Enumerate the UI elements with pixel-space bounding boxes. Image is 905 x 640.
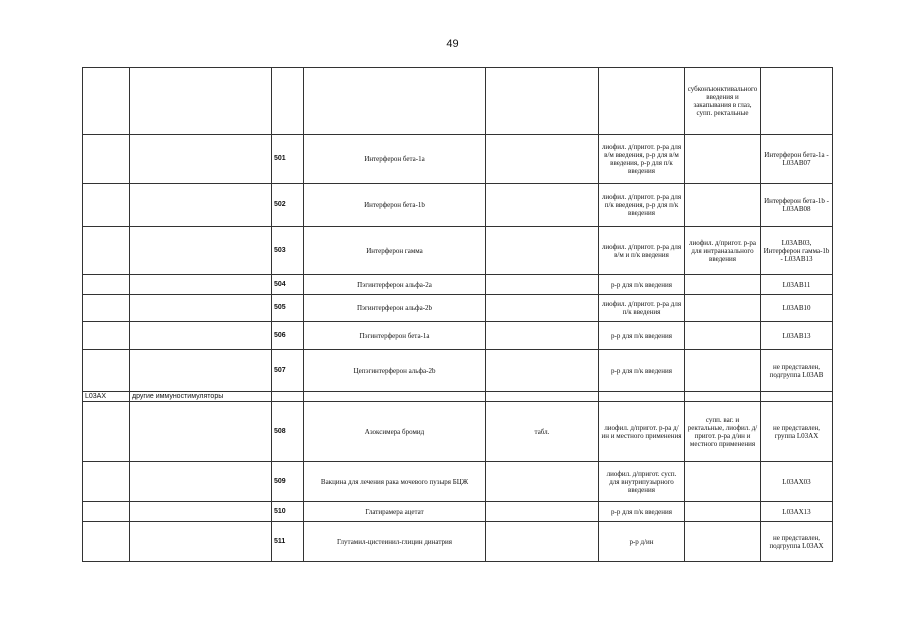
- dosage-form-3-cell: [685, 184, 761, 227]
- dosage-form-3-cell: [685, 392, 761, 402]
- row-number-cell: 504: [272, 275, 304, 295]
- drug-name-cell: Азоксимера бромид: [304, 402, 486, 462]
- dosage-form-cell: [486, 322, 599, 350]
- row-number-cell: 511: [272, 522, 304, 562]
- row-number-cell: [272, 392, 304, 402]
- table-row: [83, 135, 833, 184]
- dosage-form-cell: [486, 350, 599, 392]
- dosage-form-3-cell: [685, 502, 761, 522]
- note-cell: L03AX03: [761, 462, 833, 502]
- drug-name-cell: Вакцина для лечения рака мочевого пузыря БЦЖ: [304, 462, 486, 502]
- table-row: [83, 502, 833, 522]
- drug-table: [82, 67, 833, 562]
- page-number: 49: [446, 38, 459, 50]
- note-cell: [761, 68, 833, 135]
- dosage-form-cell: [486, 522, 599, 562]
- atx-code-cell: [83, 68, 130, 135]
- group-name-cell: [130, 350, 272, 392]
- row-number-cell: 502: [272, 184, 304, 227]
- atx-code-cell: L03AX: [83, 392, 130, 402]
- group-name-cell: [130, 135, 272, 184]
- drug-name-cell: Глутамил-цистеинил-глицин динатрия: [304, 522, 486, 562]
- group-name-cell: [130, 227, 272, 275]
- note-cell: L03AB03, Интерферон гамма-1b - L03AB13: [761, 227, 833, 275]
- drug-name-cell: Пэгинтерферон альфа-2b: [304, 295, 486, 322]
- drug-name-cell: Интерферон бета-1а: [304, 135, 486, 184]
- table-row: [83, 322, 833, 350]
- atx-code-cell: [83, 227, 130, 275]
- dosage-form-cell: [486, 462, 599, 502]
- atx-code-cell: [83, 462, 130, 502]
- group-name-cell: [130, 462, 272, 502]
- dosage-form-2-cell: р-р для п/к введения: [599, 502, 685, 522]
- row-number-cell: 507: [272, 350, 304, 392]
- dosage-form-2-cell: р-р для п/к введения: [599, 350, 685, 392]
- row-number-cell: 506: [272, 322, 304, 350]
- dosage-form-2-cell: р-р д/ин: [599, 522, 685, 562]
- note-cell: Интерферон бета-1а - L03AB07: [761, 135, 833, 184]
- dosage-form-2-cell: р-р для п/к введения: [599, 275, 685, 295]
- dosage-form-3-cell: лиофил. д/пригот. р-ра для интраназального введения: [685, 227, 761, 275]
- dosage-form-2-cell: [599, 392, 685, 402]
- group-name-cell: [130, 322, 272, 350]
- group-name-cell: [130, 68, 272, 135]
- dosage-form-2-cell: лиофил. д/пригот. р-ра для п/к введения: [599, 295, 685, 322]
- dosage-form-2-cell: лиофил. д/пригот. сусп. для внутрипузырного введения: [599, 462, 685, 502]
- dosage-form-cell: [486, 502, 599, 522]
- dosage-form-3-cell: супп. ваг. и ректальные, лиофил. д/пригот. р-ра д/ин и местного применения: [685, 402, 761, 462]
- atx-code-cell: [83, 275, 130, 295]
- atx-code-cell: [83, 502, 130, 522]
- atx-code-cell: [83, 522, 130, 562]
- note-cell: L03AX13: [761, 502, 833, 522]
- row-number-cell: 501: [272, 135, 304, 184]
- row-number-cell: 505: [272, 295, 304, 322]
- dosage-form-cell: табл.: [486, 402, 599, 462]
- group-name-cell: [130, 275, 272, 295]
- dosage-form-2-cell: р-р для п/к введения: [599, 322, 685, 350]
- dosage-form-3-cell: [685, 522, 761, 562]
- drug-name-cell: Интерферон бета-1b: [304, 184, 486, 227]
- note-cell: Интерферон бета-1b - L03AB08: [761, 184, 833, 227]
- dosage-form-3-cell: [685, 275, 761, 295]
- atx-code-cell: [83, 350, 130, 392]
- dosage-form-cell: [486, 295, 599, 322]
- dosage-form-cell: [486, 68, 599, 135]
- dosage-form-3-cell: субконъюнктивального введения и закапывания в глаз, супп. ректальные: [685, 68, 761, 135]
- group-name-cell: [130, 184, 272, 227]
- dosage-form-cell: [486, 392, 599, 402]
- note-cell: L03AB10: [761, 295, 833, 322]
- drug-name-cell: Пэгинтерферон бета-1a: [304, 322, 486, 350]
- atx-code-cell: [83, 402, 130, 462]
- row-number-cell: 509: [272, 462, 304, 502]
- dosage-form-2-cell: лиофил. д/пригот. р-ра д/ин и местного применения: [599, 402, 685, 462]
- table-row: [83, 184, 833, 227]
- row-number-cell: [272, 68, 304, 135]
- group-name-cell: [130, 522, 272, 562]
- table-row: [83, 522, 833, 562]
- table-row: [83, 392, 833, 402]
- row-number-cell: 503: [272, 227, 304, 275]
- group-name-cell: другие иммуностимуляторы: [130, 392, 272, 402]
- atx-code-cell: [83, 135, 130, 184]
- dosage-form-2-cell: [599, 68, 685, 135]
- drug-name-cell: Интерферон гамма: [304, 227, 486, 275]
- table-row: [83, 227, 833, 275]
- drug-name-cell: Пэгинтерферон альфа-2a: [304, 275, 486, 295]
- note-cell: L03AB13: [761, 322, 833, 350]
- dosage-form-cell: [486, 275, 599, 295]
- atx-code-cell: [83, 295, 130, 322]
- drug-name-cell: [304, 68, 486, 135]
- dosage-form-cell: [486, 135, 599, 184]
- drug-name-cell: Глатирамера ацетат: [304, 502, 486, 522]
- row-number-cell: 510: [272, 502, 304, 522]
- note-cell: не представлен, группа L03AX: [761, 402, 833, 462]
- dosage-form-3-cell: [685, 295, 761, 322]
- dosage-form-3-cell: [685, 462, 761, 502]
- note-cell: не представлен, подгруппа L03AB: [761, 350, 833, 392]
- table-row: [83, 275, 833, 295]
- dosage-form-cell: [486, 227, 599, 275]
- dosage-form-2-cell: лиофил. д/пригот. р-ра для п/к введения, р-р для п/к введения: [599, 184, 685, 227]
- dosage-form-3-cell: [685, 322, 761, 350]
- table-row: [83, 295, 833, 322]
- drug-name-cell: Цепэгинтерферон альфа-2b: [304, 350, 486, 392]
- atx-code-cell: [83, 184, 130, 227]
- table-row: [83, 402, 833, 462]
- table-row: [83, 68, 833, 135]
- note-cell: не представлен, подгруппа L03AX: [761, 522, 833, 562]
- atx-code-cell: [83, 322, 130, 350]
- table-row: [83, 462, 833, 502]
- group-name-cell: [130, 295, 272, 322]
- dosage-form-cell: [486, 184, 599, 227]
- group-name-cell: [130, 502, 272, 522]
- dosage-form-3-cell: [685, 350, 761, 392]
- dosage-form-2-cell: лиофил. д/пригот. р-ра для в/м введения, р-р для в/м введения, р-р для п/к введения: [599, 135, 685, 184]
- note-cell: [761, 392, 833, 402]
- note-cell: L03AB11: [761, 275, 833, 295]
- dosage-form-3-cell: [685, 135, 761, 184]
- dosage-form-2-cell: лиофил. д/пригот. р-ра для в/м и п/к введения: [599, 227, 685, 275]
- table-row: [83, 350, 833, 392]
- group-name-cell: [130, 402, 272, 462]
- drug-name-cell: [304, 392, 486, 402]
- row-number-cell: 508: [272, 402, 304, 462]
